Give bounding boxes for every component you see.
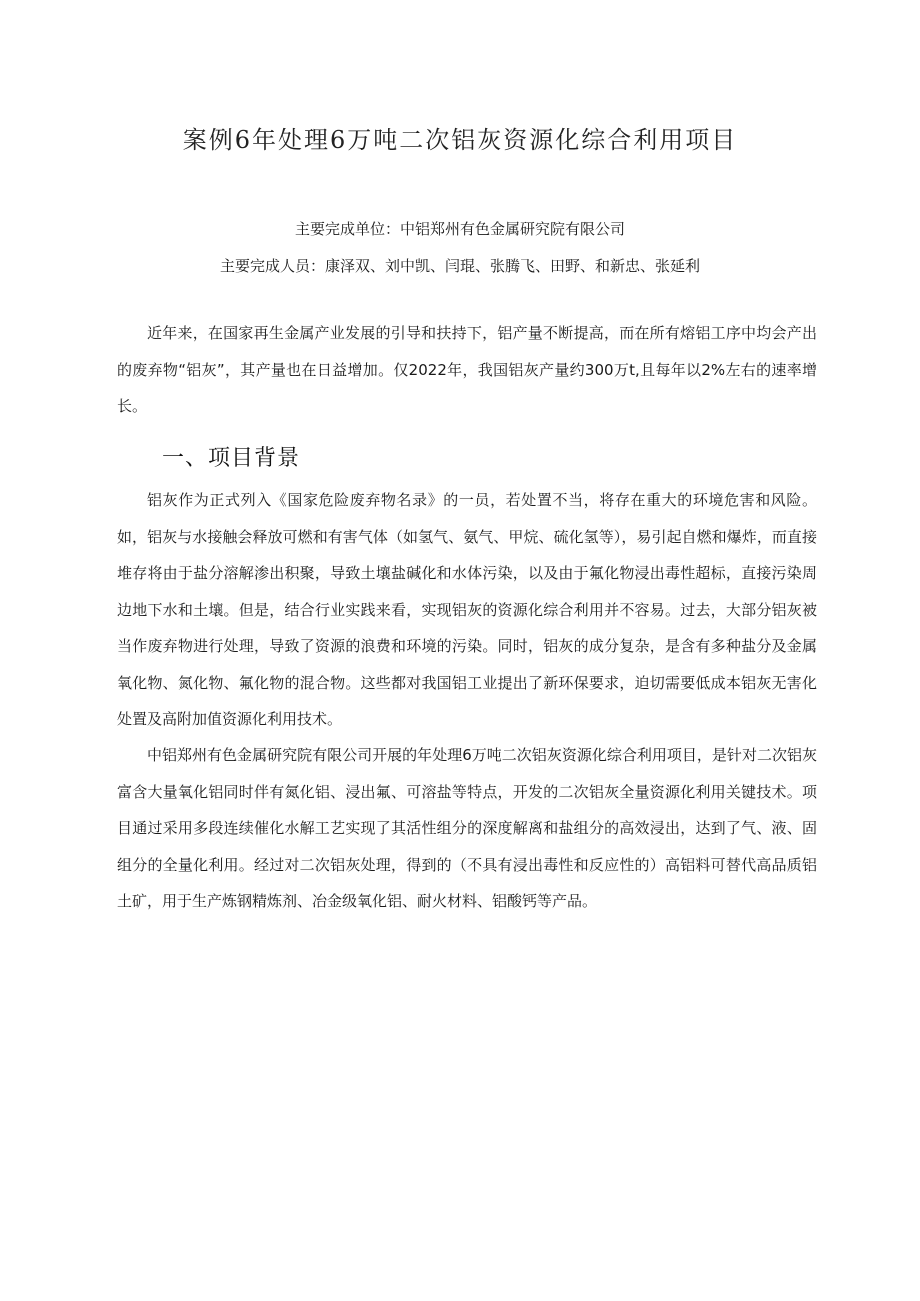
section-heading-background: 一、项目背景 <box>162 446 301 471</box>
document-title: 案例6年处理6万吨二次铝灰资源化综合利用项目 <box>182 126 738 154</box>
background-paragraph-1: 铝灰作为正式列入《国家危险废弃物名录》的一员，若处置不当，将存在重大的环境危害和风险。如，铝灰与水接触会释放可燃和有害气体（如氢气、氨气、甲烷、硫化氢等），易引起自燃和爆炸，而直接堆存将由于盐分溶解渗出积聚，导致土壤盐碱化和水体污染，以及由于氟化物浸出毒性超标，直接污染周边地下水和土壤。但是，结合行业实践来看，实现铝灰的资源化综合利用并不容易。过去，大部分铝灰被当作废弃物进行处理，导致了资源的浪费和环境的污染。同时，铝灰的成分复杂，是含有多种盐分及金属氧化物、氮化物、氟化物的混合物。这些都对我国铝工业提出了新环保要求，迫切需要低成本铝灰无害化处置及高附加值资源化利用技术。 <box>117 491 817 728</box>
intro-paragraph: 近年来，在国家再生金属产业发展的引导和扶持下，铝产量不断提高，而在所有熔铝工序中均会产出的废弃物“铝灰”，其产量也在日益增加。仅2022年，我国铝灰产量约300万t,且每年以2%左右的速率增长。 <box>117 324 817 415</box>
completion-unit-line: 主要完成单位：中铝郑州有色金属研究院有限公司 <box>294 220 625 238</box>
completion-people-line: 主要完成人员：康泽双、刘中凯、闫琨、张腾飞、田野、和新忠、张延利 <box>219 257 700 275</box>
background-paragraph-2: 中铝郑州有色金属研究院有限公司开展的年处理6万吨二次铝灰资源化综合利用项目，是针对二次铝灰富含大量氧化铝同时伴有氮化铝、浸出氟、可溶盐等特点，开发的二次铝灰全量资源化利用关键技术。项目通过采用多段连续催化水解工艺实现了其活性组分的深度解离和盐组分的高效浸出，达到了气、液、固组分的全量化利用。经过对二次铝灰处理，得到的（不具有浸出毒性和反应性的）高铝料可替代高品质铝土矿，用于生产炼钢精炼剂、冶金级氧化铝、耐火材料、铝酸钙等产品。 <box>117 746 817 910</box>
